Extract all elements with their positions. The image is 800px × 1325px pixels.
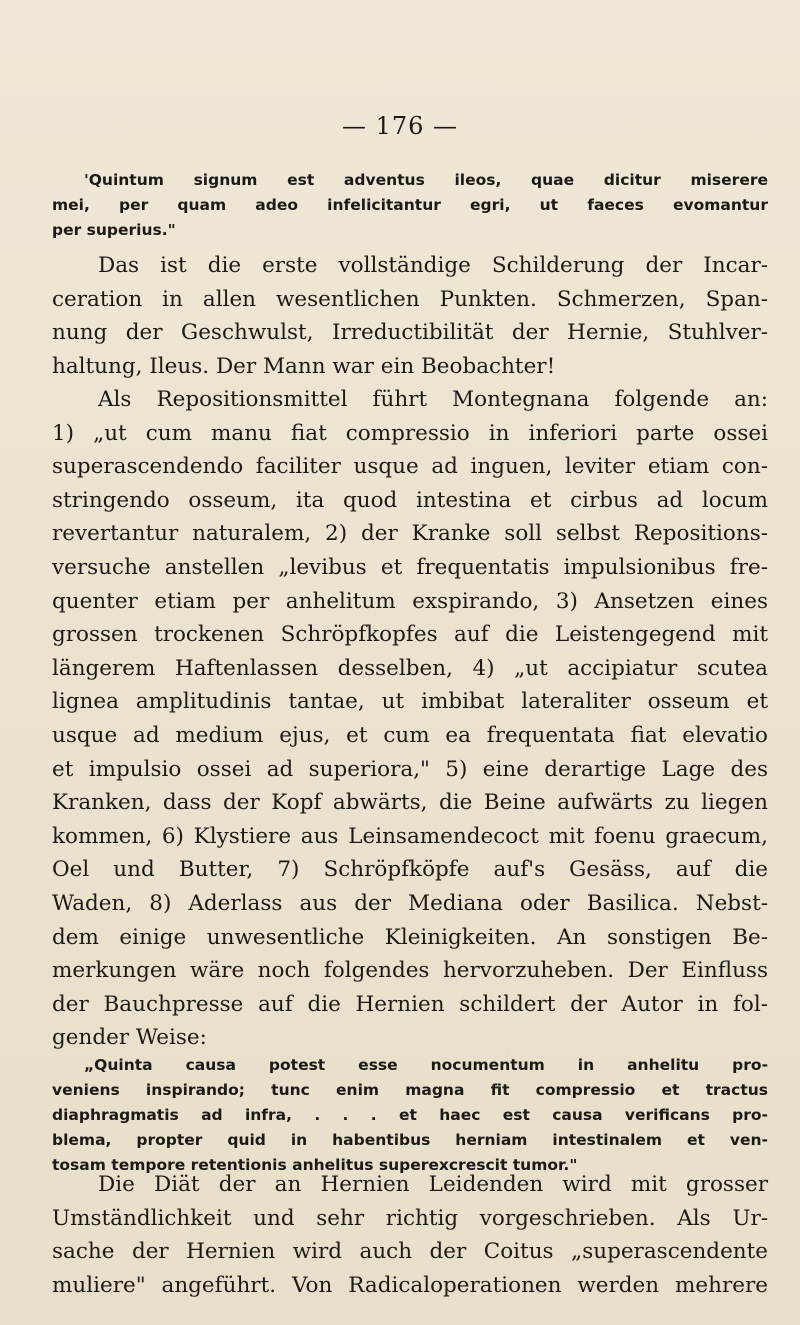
text-line: diaphragmatis ad infra, . . . et haec est causa verificans pro- — [52, 1106, 768, 1124]
text-line: revertantur naturalem, 2) der Kranke soll selbst Repositions- — [52, 521, 768, 547]
text-line: Die Diät der an Hernien Leidenden wird mit grosser — [98, 1172, 768, 1197]
text-line: grossen trockenen Schröpfkopfes auf die Leistengegend mit — [52, 622, 768, 648]
text-line: dem einige unwesentliche Kleinigkeiten. An sonstigen Be- — [52, 924, 768, 950]
text-line: Oel und Butter, 7) Schröpfköpfe auf's Gesäss, auf die — [52, 857, 768, 883]
latin-quote-quintum — [52, 168, 768, 243]
text-line: stringendo osseum, ita quod intestina et cirbus ad locum — [52, 487, 768, 513]
text-line: superascendendo faciliter usque ad inguen, leviter etiam con- — [52, 454, 768, 480]
text-line: nung der Geschwulst, Irreductibilität der Hernie, Stuhlver- — [52, 320, 768, 346]
text-line: et impulsio ossei ad superiora," 5) eine derartige Lage des — [52, 756, 768, 782]
text-line: veniens inspirando; tunc enim magna fit compressio et tractus — [52, 1081, 768, 1099]
page-number: — 176 — — [341, 112, 459, 140]
text-line: lignea amplitudinis tantae, ut imbibat lateraliter osseum et — [52, 689, 768, 715]
text-line: muliere" angeführt. Von Radicaloperationen werden mehrere — [52, 1272, 768, 1298]
text-line: blema, propter quid in habentibus herniam intestinalem et ven- — [52, 1131, 768, 1149]
text-line: kommen, 6) Klystiere aus Leinsamendecoct mit foenu graecum, — [52, 823, 768, 849]
text-line: Kranken, dass der Kopf abwärts, die Beine aufwärts zu liegen — [52, 790, 768, 816]
text-line: ceration in allen wesentlichen Punkten. Schmerzen, Span- — [52, 286, 768, 312]
text-line: Waden, 8) Aderlass aus der Mediana oder Basilica. Nebst- — [52, 890, 768, 916]
text-line: 'Quintum signum est adventus ileos, quae dicitur miserere — [84, 171, 768, 189]
text-line: längerem Haftenlassen desselben, 4) „ut accipiatur scutea — [52, 655, 768, 681]
text-line: „Quinta causa potest esse nocumentum in anhelitu pro- — [84, 1056, 768, 1074]
text-line: 1) „ut cum manu fiat compressio in inferiori parte ossei — [52, 420, 768, 446]
text-line: Als Repositionsmittel führt Montegnana folgende an: — [98, 387, 768, 412]
text-line: merkungen wäre noch folgendes hervorzuheben. Der Einfluss — [52, 958, 768, 984]
text-line: usque ad medium ejus, et cum ea frequentata fiat elevatio — [52, 722, 768, 748]
text-line: gender Weise: — [52, 1025, 207, 1051]
text-line: sache der Hernien wird auch der Coitus „superascendente — [52, 1239, 768, 1265]
text-line: mei, per quam adeo infelicitantur egri, ut faeces evomantur — [52, 196, 768, 214]
text-line: der Bauchpresse auf die Hernien schildert der Autor in fol- — [52, 991, 768, 1017]
latin-quote-quinta-causa — [52, 1053, 768, 1178]
text-line: tosam tempore retentionis anhelitus superexcrescit tumor." — [52, 1156, 578, 1174]
paragraph-repositionsmittel — [52, 383, 768, 1055]
paragraph-incarceration — [52, 249, 768, 383]
text-line: quenter etiam per anhelitum exspirando, 3) Ansetzen eines — [52, 588, 768, 614]
text-line: Das ist die erste vollständige Schilderung der Incar- — [98, 253, 768, 278]
paragraph-diaet — [52, 1168, 768, 1302]
text-line: versuche anstellen „levibus et frequentatis impulsionibus fre- — [52, 554, 768, 580]
text-line: Umständlichkeit und sehr richtig vorgeschrieben. Als Ur- — [52, 1205, 768, 1231]
text-line: haltung, Ileus. Der Mann war ein Beobachter! — [52, 353, 556, 379]
text-line: per superius." — [52, 221, 176, 239]
